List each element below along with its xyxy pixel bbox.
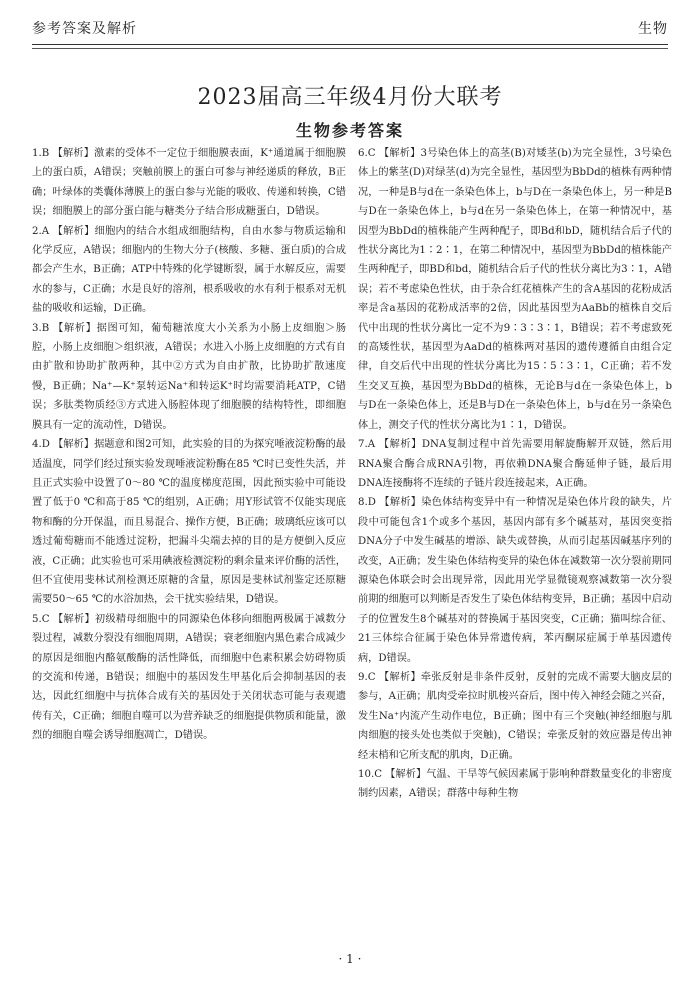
answer-number: 7.A <box>358 439 376 451</box>
answer-text: 【解析】牵张反射是非条件反射，反射的完成不需要大脑皮层的参与，A正确；肌肉受牵拉时肌梭兴奋后，图中传入神经会随之兴奋，发生Na⁺内流产生动作电位，B正确；图中有三个突触(神经细胞与肌肉细胞的接头处也类似于突触)，C错误；牵张反射的效应器是传出神经末梢和它所支配的肌肉，D正确。 <box>358 671 672 761</box>
answer-number: 1.B <box>32 148 50 159</box>
exam-title: 2023届高三年级4月份大联考 <box>197 85 503 110</box>
answer-item-9 <box>358 668 672 765</box>
answer-item-1 <box>32 144 346 222</box>
answer-item-4 <box>32 435 346 610</box>
answer-number: 2.A <box>32 225 50 237</box>
answer-text: 【解析】据图可知，葡萄糖浓度大小关系为小肠上皮细胞＞肠腔，小肠上皮细胞＞组织液，A错误；水进入小肠上皮细胞的方式有自由扩散和协助扩散两种，其中②方式为自由扩散，比协助扩散速度慢，B正确；Na⁺—K⁺泵转运Na⁺和转运K⁺时均需要消耗ATP，C错误；多肽类物质经③方式进入肠腔体现了细胞膜的结构特性，即细胞膜具有一定的流动性，D错误。 <box>32 322 347 431</box>
answer-text: 【解析】激素的受体不一定位于细胞膜表面，K⁺通道属于细胞膜上的蛋白质，A错误；突触前膜上的蛋白可参与神经递质的释放，B正确；叶绿体的类囊体薄膜上的蛋白参与光能的吸收、传递和转换，C错误；细胞膜上的部分蛋白能与糖类分子结合形成糖蛋白，D错误。 <box>32 148 346 218</box>
answer-number: 6.C <box>358 148 376 159</box>
answer-text: 【解析】据题意和图2可知，此实验的目的为探究唾液淀粉酶的最适温度，同学们经过预实验发现唾液淀粉酶在85 ℃时已变性失活，并且正式实验中设置了0～80 ℃的温度梯度范围，因此预实验中可能设置了低于0 ℃和高于85 ℃的组别，A正确；用Y形试管不仅能实现底物和酶的分开保温，而且易混合、操作方便，B正确；玻璃纸应该可以透过葡萄糖而不能透过淀粉，把漏斗尖端去掉的目的是方便倒入反应液，C正确；此实验也可采用碘液检测淀粉的剩余量来评价酶的活性，但不宜使用斐林试剂检测还原糖的含量，原因是斐林试剂鉴定还原糖需要50～65 ℃的水浴加热，会干扰实验结果，D错误。 <box>32 439 346 606</box>
answer-text: 【解析】DNA复制过程中首先需要用解旋酶解开双链，然后用RNA聚合酶合成RNA引物，再依赖DNA聚合酶延伸子链，最后用DNA连接酶将不连续的子链片段连接起来，A正确。 <box>358 439 673 489</box>
answer-item-6 <box>358 144 672 435</box>
answer-number: 5.C <box>32 613 50 625</box>
header-rule-thin <box>32 48 668 49</box>
answer-number: 9.C <box>358 671 376 683</box>
header-rule <box>32 44 668 45</box>
page-header <box>32 16 668 40</box>
answer-subtitle: 生物参考答案 <box>295 121 404 140</box>
answer-number: 4.D <box>32 439 50 451</box>
page-number: · 1 · <box>338 952 362 966</box>
answer-item-7 <box>358 435 672 493</box>
answer-item-2 <box>32 222 346 319</box>
answer-number: 8.D <box>358 497 376 509</box>
left-column <box>32 144 346 746</box>
answer-text: 【解析】气温、干旱等气候因素属于影响种群数量变化的非密度制约因素，A错误；群落中每种生物 <box>358 769 672 800</box>
answer-text: 【解析】3号染色体上的高茎(B)对矮茎(b)为完全显性，3号染色体上的紫茎(D)对绿茎(d)为完全显性，基因型为BbDd的植株有两种情况，一种是B与d在一条染色体上，b与D在一条染色体上，另一种是B与D在一条染色体上，b与d在另一条染色体上，在第一种情况中，基因型为BbDd的植株能产生两种配子，即Bd和bD，随机结合后子代的性状分离比为1∶2∶1，在第二种情况中，基因型为BbDd的植株能产生两种配子，即BD和bd，随机结合后子代的性状分离比为3∶1，A错误；若不考虑染色性状，由于杂合红花植株产生的含A基因的花粉成活率是含a基因的花粉成活率的2倍，因此基因型为AaBb的植株自交后代中出现的性状分离比一定不为9∶3∶3∶1，B错误；若不考虑致死的高矮性状，基因型为AaDd的植株两对基因的遗传遵循自由组合定律，自交后代中出现的性状分离比为15∶5∶3∶1，C正确；若不发生交叉互换，基因型为BbDd的植株，无论B与d在一条染色体上，b与D在一条染色体上，还是B与D在一条染色体上，b与d在另一条染色体上，测交子代的性状分离比为1∶1，D错误。 <box>358 148 672 431</box>
right-column <box>358 144 672 804</box>
answer-item-5 <box>32 610 346 746</box>
answer-text: 【解析】初级精母细胞中的同源染色体移向细胞两极属于减数分裂过程，减数分裂没有细胞周期，A错误；衰老细胞内黑色素合成减少的原因是细胞内酪氨酸酶的活性降低，而细胞中色素积累会妨碍物质的交流和传递，B错误；细胞中的基因发生甲基化后会抑制基因的表达，因此红细胞中与抗体合成有关的基因处于关闭状态可能与表观遗传有关，C正确；细胞自噬可以为营养缺乏的细胞提供物质和能量，激烈的细胞自噬会诱导细胞凋亡，D错误。 <box>32 613 346 742</box>
header-left-label: 参考答案及解析 <box>32 21 137 37</box>
answer-text: 【解析】细胞内的结合水组成细胞结构，自由水参与物质运输和化学反应，A错误；细胞内的生物大分子(核酸、多糖、蛋白质)的合成都会产生水，B正确；ATP中特殊的化学键断裂，属于水解反应，需要水的参与，C正确；水是良好的溶剂，根系吸收的水有利于根系对无机盐的吸收和运输，D正确。 <box>32 225 346 315</box>
answer-number: 3.B <box>32 322 50 334</box>
answer-item-3 <box>32 319 346 435</box>
answer-number: 10.C <box>358 769 382 780</box>
answer-item-10 <box>358 765 672 804</box>
answer-text: 【解析】染色体结构变异中有一种情况是染色体片段的缺失，片段中可能包含1个或多个基因，基因内部有多个碱基对，基因突变指DNA分子中发生碱基的增添、缺失或替换，从而引起基因碱基序列的改变，A正确；发生染色体结构变异的染色体在减数第一次分裂前期同源染色体联会时会出现异常，因此用光学显微镜观察减数第一次分裂前期的细胞可以判断是否发生了染色体结构变异，B正确；基因中启动子的位置发生8个碱基对的替换属于基因突变，C正确；猫叫综合征、21三体综合征属于染色体异常遗传病，苯丙酮尿症属于单基因遗传病，D错误。 <box>358 497 672 664</box>
header-subject-label: 生物 <box>638 21 668 37</box>
answer-item-8 <box>358 493 672 668</box>
